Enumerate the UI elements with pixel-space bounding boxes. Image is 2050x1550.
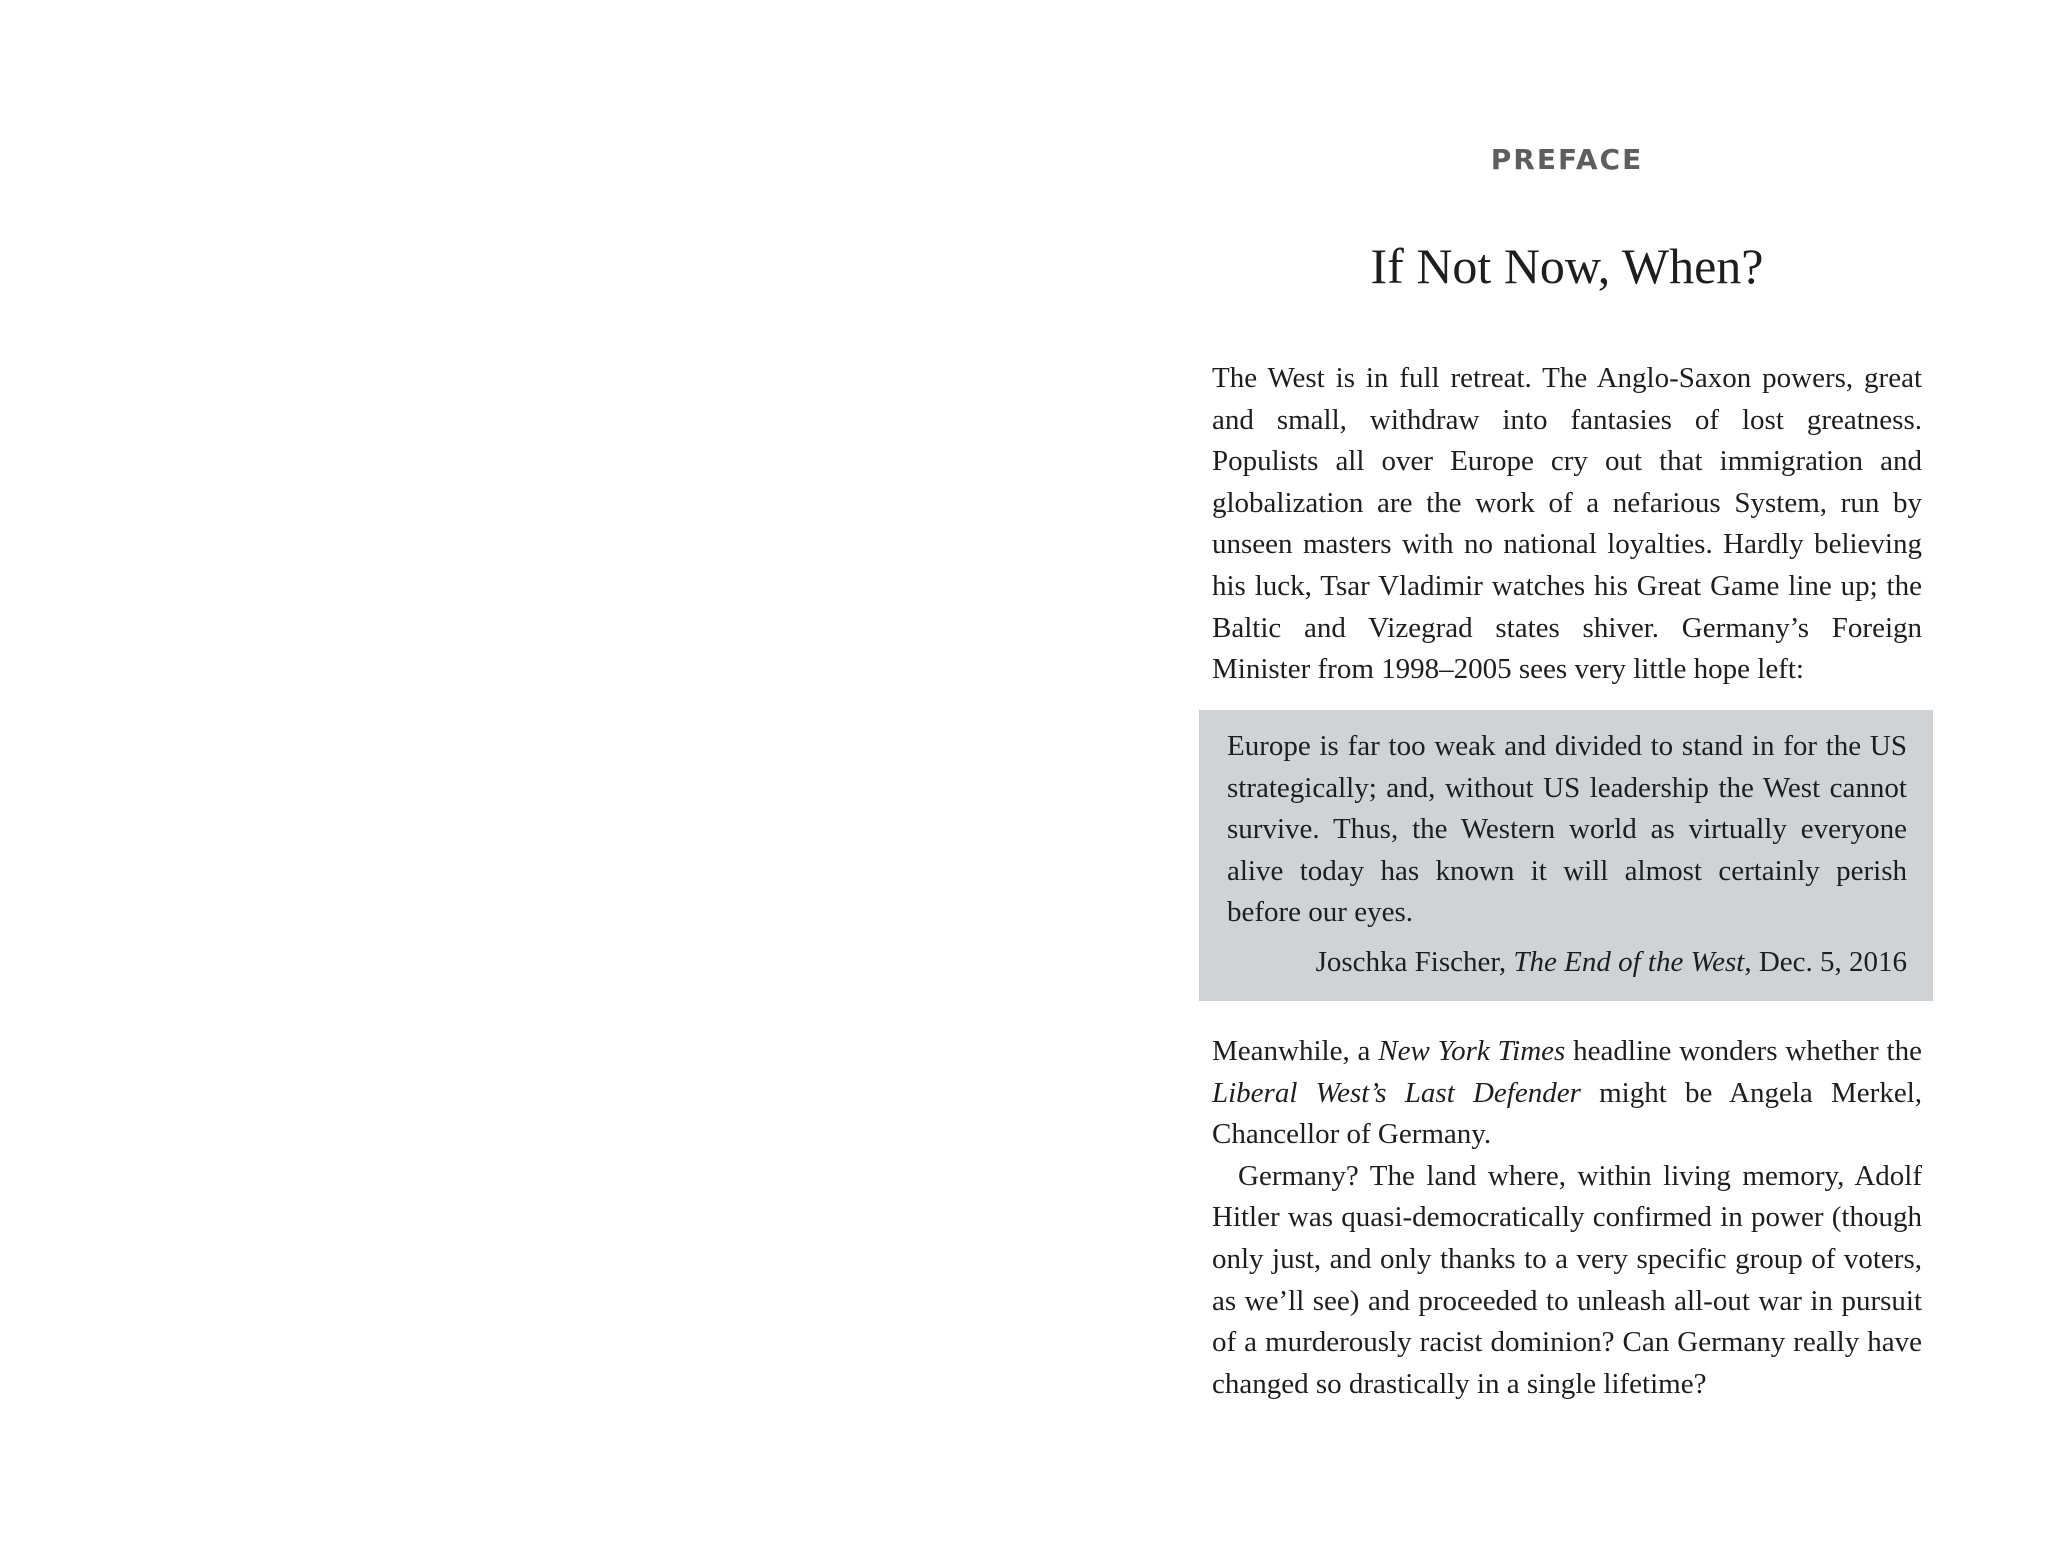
paragraph-3: Germany? The land where, within living memory, Adolf Hitler was quasi-democratically confirmed in power (though only just, and only thanks to a very specific group of voters, as we’ll see) and proceeded to unleash all-out war in pursuit of a murderously racist dominion? Can Germany really have changed so drastically in a single lifetime? <box>1212 1159 1922 1400</box>
paragraph-2-text-b: headline wonders whether the <box>1565 1035 1922 1067</box>
section-label: PREFACE <box>1490 143 1644 176</box>
quote-text: Europe is far too weak and divided to stand in for the US strategically; and, without US leadership the West cannot survive. Thus, the Western world as virtually everyone alive today has known it will almost certainly perish before our eyes. <box>1227 730 1907 929</box>
quote-work-title: The End of the West <box>1513 945 1745 978</box>
paragraph-2-text-c: might be Angela Merkel, Chancellor of Germany. <box>1212 1076 1922 1151</box>
chapter-title: If Not Now, When? <box>1370 238 1764 294</box>
quote-author: Joschka Fischer, <box>1315 945 1514 978</box>
paragraph-2-text-a: Meanwhile, a <box>1212 1035 1379 1067</box>
opening-paragraph-block <box>1212 358 1922 691</box>
paragraph-1: The West is in full retreat. The Anglo-Saxon powers, great and small, withdraw into fantasies of lost greatness. Populists all over Europe cry out that immigration and globalization are the work of a nefarious System, run by unseen masters with no national loyalties. Hardly believing his luck, Tsar Vladimir watches his Great Game line up; the Baltic and Vizegrad states shiver. Germany’s Foreign Minister from 1998–2005 sees very little hope left: <box>1212 362 1922 686</box>
newspaper-name: New York Times <box>1378 1035 1566 1067</box>
block-quote <box>1199 710 1933 1001</box>
headline-title: Liberal West’s Last Defender <box>1212 1076 1581 1109</box>
body-text-block <box>1212 1031 1922 1405</box>
paragraph-2 <box>1212 1031 1922 1156</box>
quote-attribution <box>1227 942 1907 984</box>
quote-date: , Dec. 5, 2016 <box>1744 945 1907 978</box>
